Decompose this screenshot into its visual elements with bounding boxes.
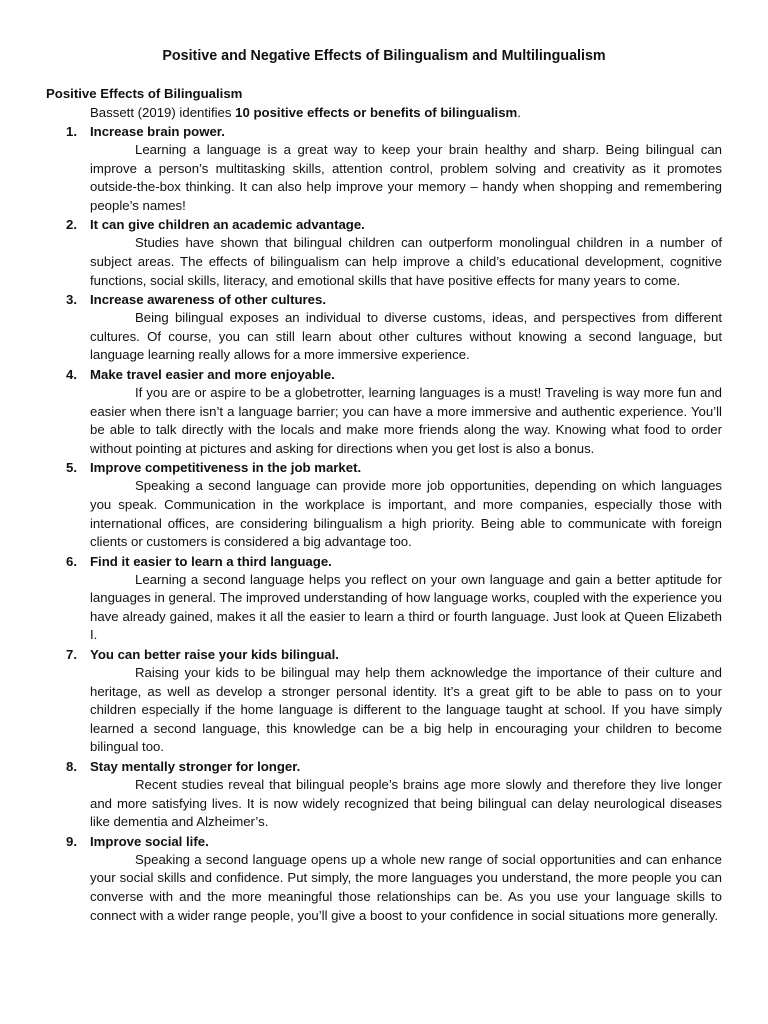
list-item-number: 5. <box>66 460 77 476</box>
list-item-body: Studies have shown that bilingual children can outperform monolingual children in a number of subject areas. The effects of bilingualism can help improve a child’s educational development, cognitive functions, social skills, literacy, and emotional skills that have positive effects for many years to come. <box>90 235 722 288</box>
list-item-title: Increase brain power. <box>90 124 225 139</box>
list-item-number: 1. <box>66 124 77 139</box>
list-item <box>0 458 768 551</box>
list-item-number: 3. <box>66 292 77 308</box>
list-item-number: 2. <box>66 217 77 233</box>
list-item-number: 4. <box>66 366 77 382</box>
list-item-body: Speaking a second language opens up a whole new range of social opportunities and can enhance your social skills and confidence. Put simply, the more languages you understand, the more people you can converse with and the more meaningful those relationships can be. As you use your language skills to connect with a wider range people, you’ll give a boost to your confidence in social situations more generally. <box>90 851 722 923</box>
list-item-title: Find it easier to learn a third language. <box>90 553 332 569</box>
list-item-heading <box>0 832 768 851</box>
list-item-body: Being bilingual exposes an individual to diverse customs, ideas, and perspectives from different cultures. Of course, you can still learn about other cultures without knowing a second language, but language learning really allows for a more immersive experience. <box>90 310 722 363</box>
list-item-body: Learning a second language helps you reflect on your own language and gain a better aptitude for languages in general. The improved understanding of how language works, coupled with the experience you have already gained, makes it all the easier to learn a third or fourth language. Just look at Queen Elizabeth I. <box>90 571 722 643</box>
list-item-body: If you are or aspire to be a globetrotter, learning languages is a must! Traveling is way more fun and easier when there isn’t a language barrier; you can have a more immersive and authentic experience. You’ll be able to talk directly with the locals and make more friends along the way. Knowing what food to order without pointing at pictures and asking for directions when you get lost is also a bonus. <box>90 384 722 456</box>
intro-paragraph <box>90 104 521 122</box>
list-item-number: 6. <box>66 553 77 569</box>
list-item-title: Make travel easier and more enjoyable. <box>90 366 335 382</box>
list-item-heading <box>0 365 768 384</box>
list-item <box>0 552 768 645</box>
intro-bold: 10 positive effects or benefits of bilingualism <box>235 105 518 120</box>
list-item-title: You can better raise your kids bilingual. <box>90 647 339 663</box>
list-item-body: Speaking a second language can provide more job opportunities, depending on which languages you speak. Communication in the workplace is important, and more companies, especially those with international offices, are considering bilingualism a high priority. Being able to communicate with foreign clients or customers is considered a big advantage too. <box>90 478 722 550</box>
list-item-body: Raising your kids to be bilingual may help them acknowledge the importance of their culture and heritage, as well as develop a stronger personal identity. It’s a great gift to be able to pass on to your children especially if the home language is different to the language taught at school. If you have simply learned a second language, this knowledge can be a big help in encouraging your children to become bilingual too. <box>90 665 722 755</box>
list-item <box>0 757 768 832</box>
list-item <box>0 832 768 925</box>
intro-tail: . <box>517 105 521 120</box>
benefits-list <box>0 122 768 925</box>
list-item-heading <box>0 290 768 309</box>
list-item <box>0 215 768 290</box>
list-item-heading <box>0 122 768 141</box>
list-item-title: Increase awareness of other cultures. <box>90 292 327 308</box>
list-item-number: 7. <box>66 647 77 663</box>
list-item-heading <box>0 645 768 664</box>
list-item-heading <box>0 458 768 477</box>
list-item-heading <box>0 552 768 571</box>
list-item-body: Learning a language is a great way to keep your brain healthy and sharp. Being bilingual can improve a person’s multitasking skills, attention control, problem solving and creativity as it promotes outside-the-box thinking. It can also help improve your memory – handy when shopping and remembering people’s names! <box>90 142 722 213</box>
list-item <box>0 290 768 365</box>
list-item-title: Improve competitiveness in the job market. <box>90 460 362 476</box>
list-item-heading <box>0 215 768 234</box>
document-title: Positive and Negative Effects of Bilingualism and Multilingualism <box>162 48 606 64</box>
list-item-number: 8. <box>66 759 77 775</box>
list-item <box>0 365 768 458</box>
list-item-number: 9. <box>66 833 77 849</box>
list-item-heading <box>0 757 768 776</box>
list-item <box>0 122 768 215</box>
list-item <box>0 645 768 757</box>
list-item-title: Stay mentally stronger for longer. <box>90 759 301 775</box>
list-item-title: Improve social life. <box>90 833 209 849</box>
intro-lead: Bassett (2019) identifies <box>90 105 236 120</box>
list-item-body: Recent studies reveal that bilingual people’s brains age more slowly and therefore they live longer and more satisfying lives. It is now widely recognized that being bilingual can delay neurological diseases like dementia and Alzheimer’s. <box>90 777 722 830</box>
section-heading: Positive Effects of Bilingualism <box>46 86 243 101</box>
list-item-title: It can give children an academic advantage. <box>90 217 365 233</box>
